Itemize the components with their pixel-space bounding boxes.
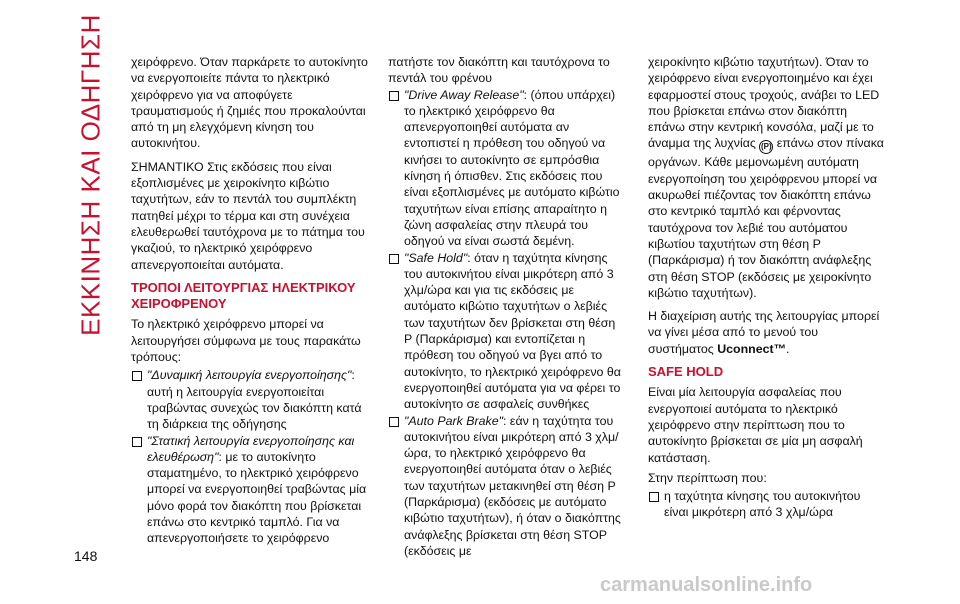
bullet-body: : εάν η ταχύτητα του αυτοκινήτου είναι μικρότερη από 3 χλμ/ώρα, το ηλεκτρικό χειρόφρενο θα ενεργοποιηθεί αυτόματα όταν ο λεβιές των ταχυτήτων μετακινηθεί στη θέση P (Παρκάρισμα) (εκδόσεις με αυτόματο κιβώτιο ταχυτήτων), ή όταν ο διακόπτης ανάφλεξης βρίσκεται στη θέση STOP (εκδόσεις με bbox=[404, 413, 621, 558]
paragraph: Είναι μία λειτουργία ασφαλείας που ενεργοποιεί αυτόματα το ηλεκτρικό χειρόφρενο στην περίπτωση που το αυτοκίνητο βρίσκεται σε μία μη ασφαλή κατάσταση. bbox=[648, 385, 863, 465]
bullet-emphasis: "Safe Hold" bbox=[404, 250, 468, 265]
checkbox-bullet-icon bbox=[132, 371, 142, 381]
page-number: 148 bbox=[74, 548, 98, 564]
bullet-item bbox=[648, 488, 886, 521]
bullet-body: : (όπου υπάρχει) το ηλεκτρικό χειρόφρενο θα απενεργοποιηθεί αυτόματα αν εντοπιστεί η πρόθεση του οδηγού να κινήσει το αυτοκίνητο σε εμπρόσθια κίνηση ή όπισθεν. Στις εκδόσεις που είναι εξοπλισμένες με αυτόματο κιβώτιο ταχυτήτων είναι επίσης απαραίτητο η ζώνη ασφαλείας στην πλευρά του οδηγού να είναι σωστά δεμένη. bbox=[404, 87, 620, 249]
bullet-text bbox=[404, 87, 626, 250]
paragraph bbox=[648, 54, 886, 301]
checkbox-bullet-icon bbox=[649, 492, 659, 502]
bullet-body: η ταχύτητα κίνησης του αυτοκινήτου είναι μικρότερη από 3 χλμ/ώρα bbox=[664, 489, 861, 520]
paragraph bbox=[648, 308, 886, 357]
paragraph-part: Η διαχείριση αυτής της λειτουργίας μπορεί να γίνει μέσα από το μενού του συστήματος bbox=[648, 309, 880, 356]
paragraph: ΣΗΜΑΝΤΙΚΟ Στις εκδόσεις που είναι εξοπλισμένες με χειροκίνητο κιβώτιο ταχυτήτων, εάν το πεντάλ του συμπλέκτη πατηθεί μέχρι το τέρμα και στη συνέχεια ελευθερωθεί ταυτόχρονα με το πάτημα του γκαζιού, το ηλεκτρικό χειρόφρενο απενεργοποιείται αυτόματα. bbox=[131, 159, 365, 272]
bullet-emphasis: "Στατική λειτουργία ενεργοποίησης και ελευθέρωση" bbox=[147, 433, 355, 464]
paragraph-part: χειροκίνητο κιβώτιο ταχυτήτων). Όταν το χειρόφρενο είναι ενεργοποιημένο και έχει εφαρμοστεί στους τροχούς, ανάβει το LED που βρίσκεται επάνω στον διακόπτη επάνω στην κεντρική κονσόλα, μαζί με το άναμμα της λυχνίας bbox=[648, 55, 880, 151]
paragraph-part: . bbox=[786, 341, 790, 356]
section-heading: SAFE HOLD bbox=[648, 364, 724, 380]
bullet-text bbox=[147, 367, 369, 432]
section-title-text: ΕΚΚΙΝΗΣΗ ΚΑΙ ΟΔΗΓΗΣΗ bbox=[75, 14, 106, 336]
checkbox-bullet-icon bbox=[389, 254, 399, 264]
bullet-body: : με το αυτοκίνητο σταματημένο, το ηλεκτρικό χειρόφρενο μπορεί να ενεργοποιηθεί τραβώντας μία μόνο φορά τον διακόπτη που βρίσκεται επάνω στο κεντρικό ταμπλό. Για να απενεργοποιήσετε το χειρόφρενο bbox=[147, 449, 367, 546]
section-heading: ΤΡΟΠΟΙ ΛΕΙΤΟΥΡΓΙΑΣ ΗΛΕΚΤΡΙΚΟΥ ΧΕΙΡΟΦΡΕΝΟΥ bbox=[131, 279, 356, 312]
text-column-2 bbox=[388, 54, 626, 559]
checkbox-bullet-icon bbox=[389, 91, 399, 101]
text-column-3 bbox=[648, 54, 886, 521]
bullet-item bbox=[131, 433, 369, 547]
bullet-body: : αυτή η λειτουργία ενεργοποιείται τραβώντας συνεχώς τον διακόπτη κατά τη διάρκεια της οδήγησης bbox=[147, 368, 362, 432]
bullet-item bbox=[388, 250, 626, 413]
bullet-emphasis: "Drive Away Release" bbox=[404, 87, 524, 102]
uconnect-label: Uconnect™ bbox=[717, 341, 787, 356]
bullet-item bbox=[388, 413, 626, 560]
checkbox-bullet-icon bbox=[389, 417, 399, 427]
paragraph: χειρόφρενο. Όταν παρκάρετε το αυτοκίνητο να ενεργοποιείτε πάντα το ηλεκτρικό χειρόφρενο για να αποφύγετε τραυματισμούς ή ζημιές που προκαλούνται από τη μη ελεγχόμενη κίνηση του αυτοκινήτου. bbox=[131, 55, 368, 151]
bullet-text bbox=[404, 250, 626, 413]
paragraph: Το ηλεκτρικό χειρόφρενο μπορεί να λειτουργήσει σύμφωνα με τους παρακάτω τρόπους: bbox=[131, 317, 361, 365]
bullet-text bbox=[147, 433, 369, 547]
paragraph: πατήστε τον διακόπτη και ταυτόχρονα το πεντάλ του φρένου bbox=[388, 55, 610, 86]
text-column-1 bbox=[131, 54, 369, 547]
paragraph: Στην περίπτωση που: bbox=[648, 470, 767, 485]
watermark: carmanualsonline.info bbox=[600, 574, 813, 596]
checkbox-bullet-icon bbox=[132, 437, 142, 447]
bullet-emphasis: "Δυναμική λειτουργία ενεργοποίησης" bbox=[147, 368, 352, 383]
section-side-title bbox=[72, 14, 110, 336]
bullet-item bbox=[131, 367, 369, 432]
paragraph-part: επάνω στον πίνακα οργάνων. Κάθε μεμονωμένη αυτόματη ενεργοποίηση του χειρόφρενου μπορεί να ακυρωθεί πιέζοντας τον διακόπτη επάνω στο κεντρικό ταμπλό και φέρνοντας ταυτόχρονα τον λεβιέ του αυτόματου κιβωτίου ταχυτήτων στη θέση P (Παρκάρισμα) ή τον διακόπτη ανάφλεξης στη θέση STOP (εκδόσεις με χειροκίνητο κιβώτιο ταχυτήτων). bbox=[648, 136, 884, 300]
bullet-body: : όταν η ταχύτητα κίνησης του αυτοκινήτου είναι μικρότερη από 3 χλμ/ώρα και για τις εκδόσεις με αυτόματο κιβώτιο ταχυτήτων ο λεβιές των ταχυτήτων δεν βρίσκεται στη θέση P (Παρκάρισμα) και εντοπίζεται η πρόθεση του οδηγού να βγει από το αυτοκίνητο, το ηλεκτρικό χειρόφρενο θα ενεργοποιηθεί αυτόματα για να φέρει το αυτοκίνητο σε ασφαλείς συνθήκες bbox=[404, 250, 621, 412]
bullet-emphasis: "Auto Park Brake" bbox=[404, 413, 504, 428]
bullet-text bbox=[404, 413, 626, 560]
parking-brake-warning-icon: (P) bbox=[759, 140, 773, 154]
bullet-item bbox=[388, 87, 626, 250]
